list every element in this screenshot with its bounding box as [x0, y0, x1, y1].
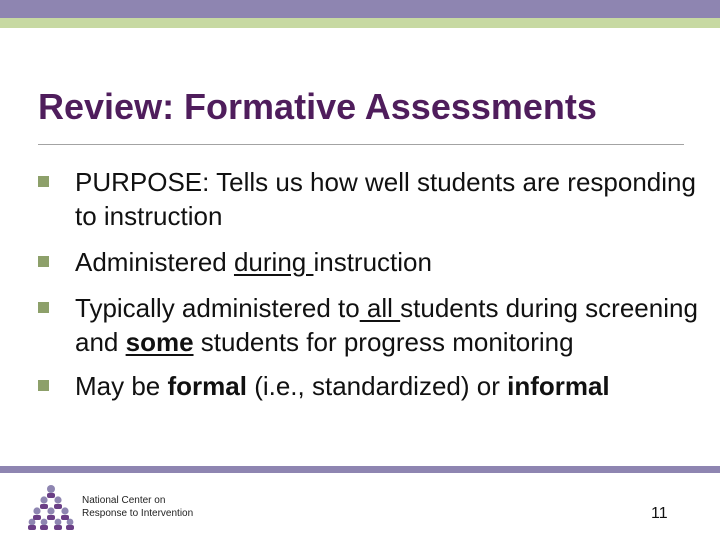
- page-number: 11: [651, 505, 668, 522]
- bullet-list: [38, 165, 698, 415]
- square-bullet-icon: [38, 176, 49, 187]
- bullet-text-emphasis: informal: [507, 371, 610, 401]
- bottom-accent-bar: [0, 466, 720, 473]
- people-pyramid-logo-icon: [28, 484, 74, 530]
- top-accent-stripe: [0, 18, 720, 28]
- bullet-item: [38, 369, 698, 403]
- bullet-text-emphasis: some: [125, 327, 194, 357]
- bullet-text-emphasis: formal: [167, 371, 247, 401]
- bullet-item: [38, 165, 698, 233]
- bullet-text: instruction: [313, 247, 432, 277]
- bullet-text: PURPOSE: Tells us how well students are responding to instruction: [75, 167, 696, 231]
- square-bullet-icon: [38, 380, 49, 391]
- slide-title: Review: Formative Assessments: [38, 86, 597, 127]
- bullet-item: [38, 245, 698, 279]
- square-bullet-icon: [38, 302, 49, 313]
- org-name-line: National Center on: [82, 495, 166, 506]
- bullet-item: [38, 291, 698, 359]
- bullet-text: May be: [75, 371, 168, 401]
- bullet-text: students for progress monitoring: [193, 327, 574, 357]
- org-name-line: Response to Intervention: [82, 508, 194, 519]
- top-accent-bar: [0, 0, 720, 18]
- square-bullet-icon: [38, 256, 49, 267]
- org-name: [82, 494, 193, 520]
- bullet-text-underlined: during: [233, 247, 314, 277]
- bullet-text: Administered: [75, 247, 234, 277]
- bullet-text: students during screening and: [75, 293, 698, 357]
- bullet-text-underlined: all: [359, 293, 401, 323]
- bullet-text: (i.e., standardized) or: [246, 371, 508, 401]
- title-divider: [38, 144, 684, 145]
- bullet-text: Typically administered to: [75, 293, 360, 323]
